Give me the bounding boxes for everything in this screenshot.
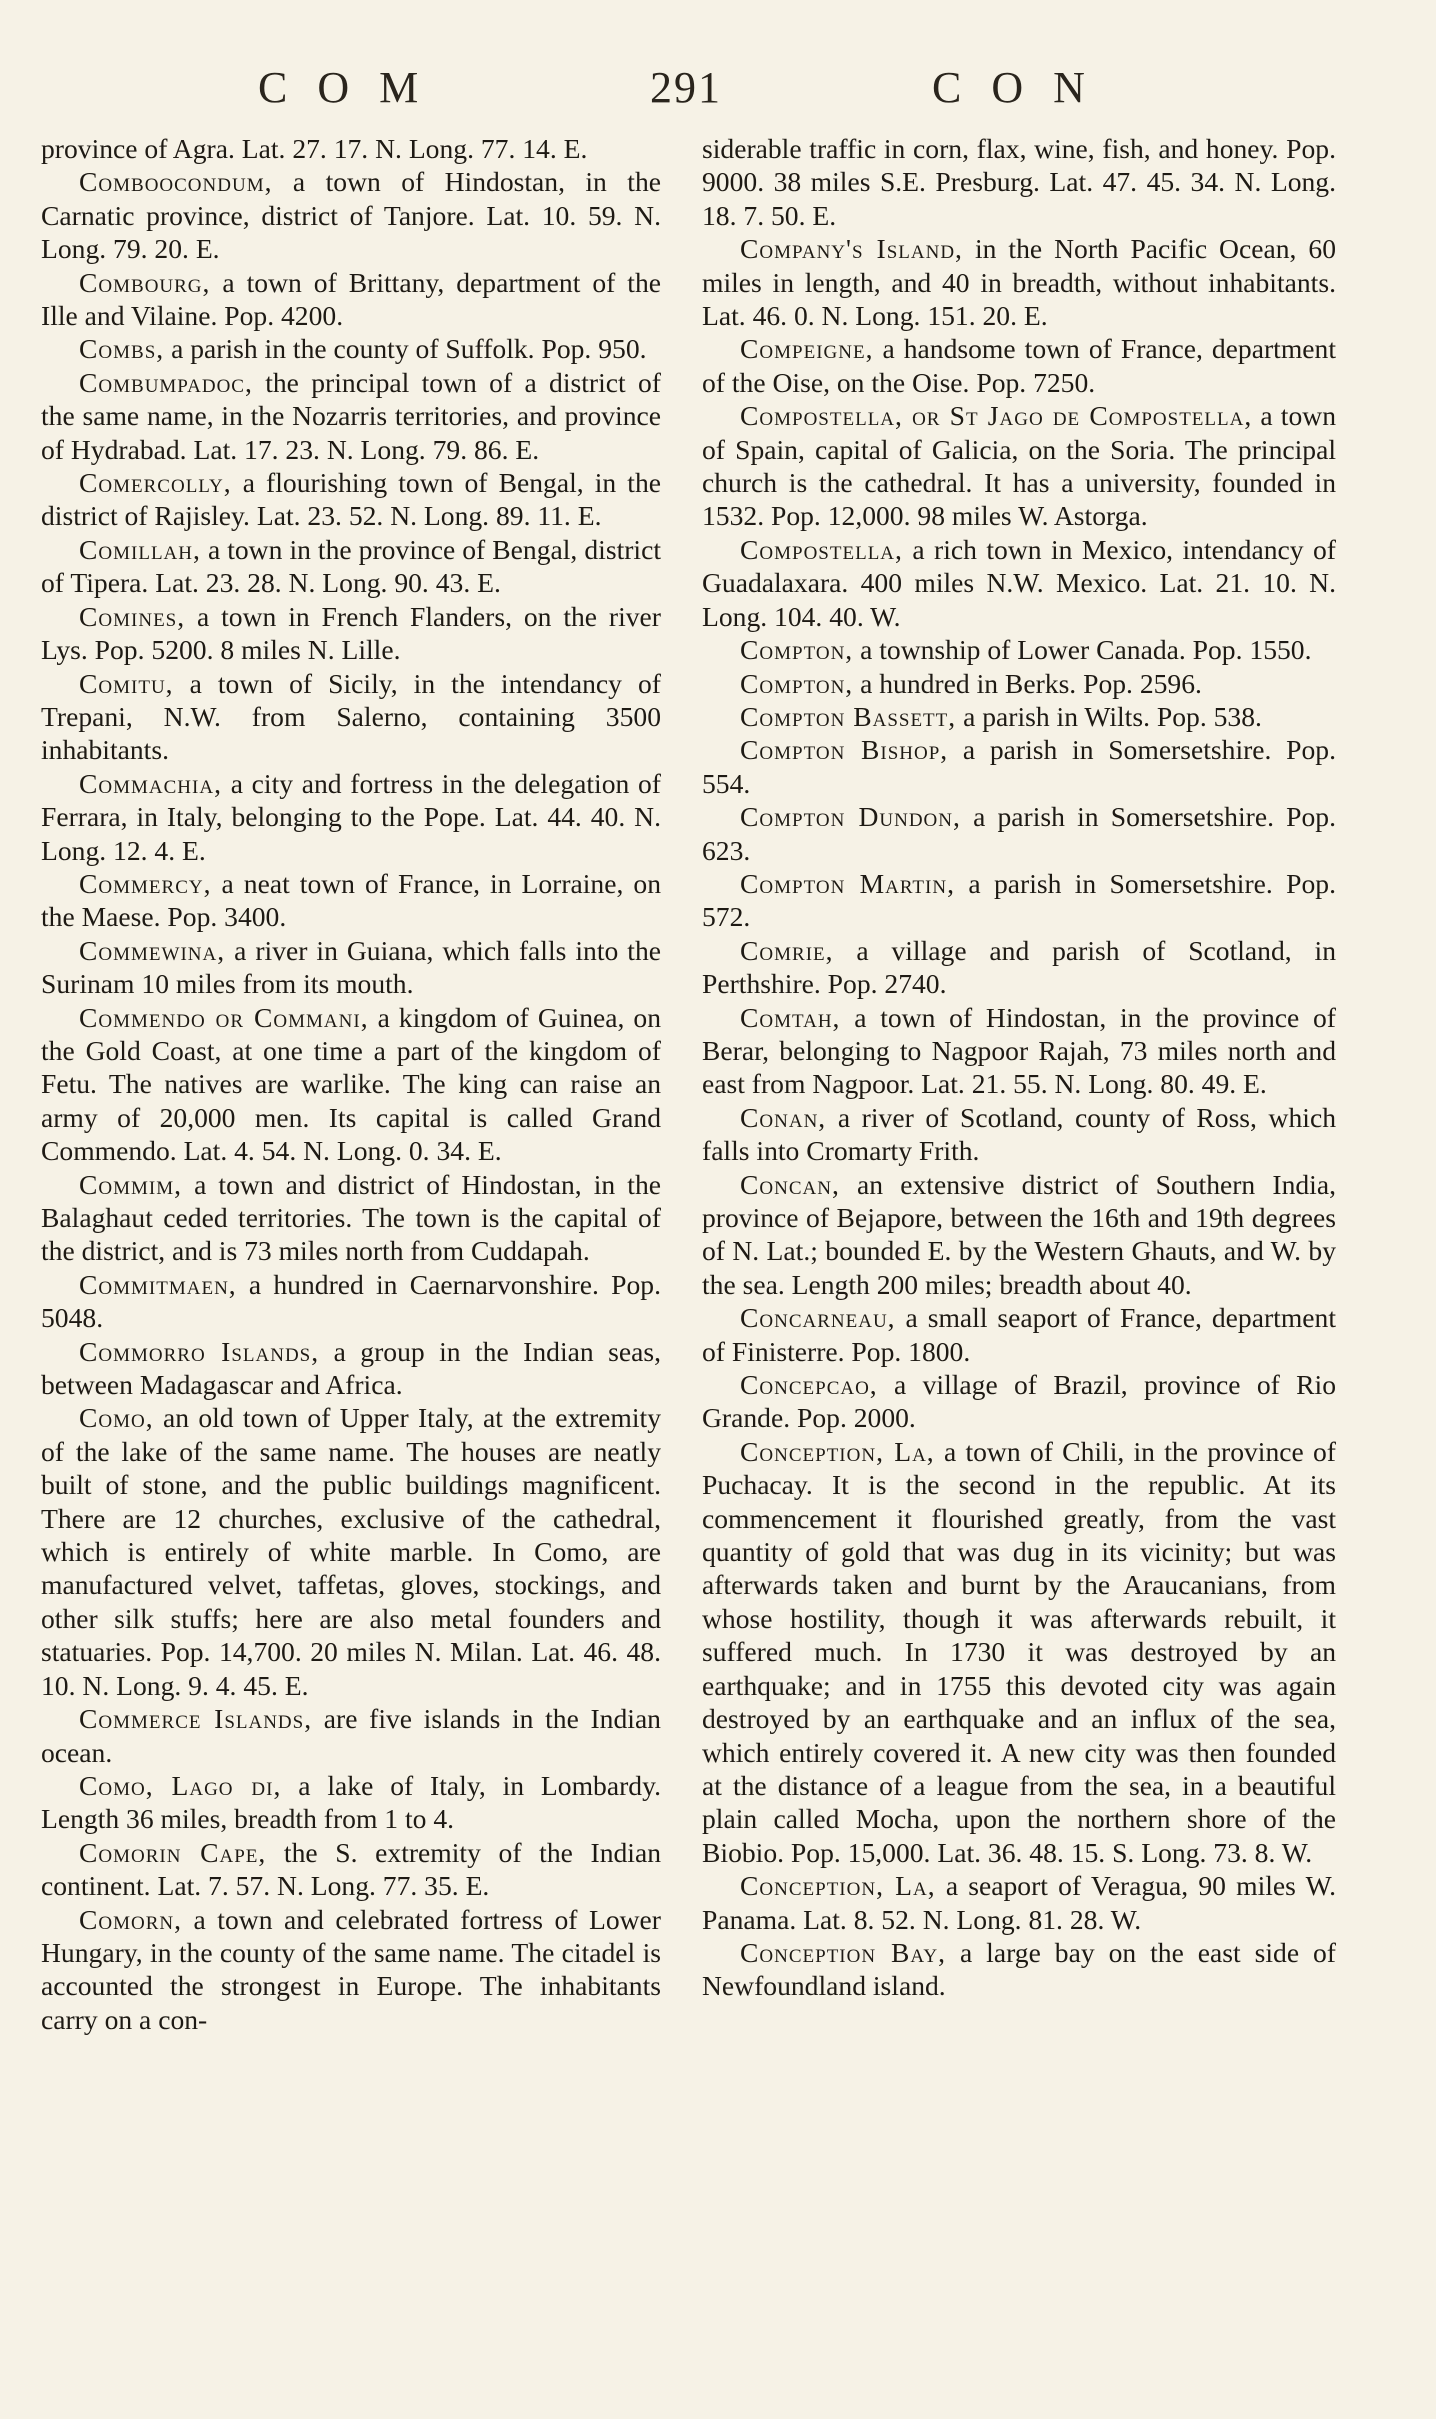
entry-headword: Compton Bishop, [740, 734, 949, 766]
entry-text: a parish in Somersetshire. Pop. 554. [702, 734, 1336, 799]
entry-headword: Conan, [740, 1101, 827, 1133]
gazetteer-entry [702, 1001, 1336, 1101]
entry-text: a town of Hindostan, in the Carnatic province, district of Tanjore. Lat. 10. 59. N. Long. 79. 20. E. [41, 166, 661, 265]
entry-headword: Conception, La, [740, 1435, 935, 1467]
entry-text: a town in French Flanders, on the river Lys. Pop. 5200. 8 miles N. Lille. [41, 600, 661, 666]
header-right-guideword: CON [932, 63, 1115, 112]
entry-headword: Comines, [79, 600, 186, 632]
entry-headword: Compostella, or St Jago de Compostella, [740, 400, 1253, 432]
gazetteer-entry [702, 733, 1336, 800]
gazetteer-entry [41, 466, 661, 533]
gazetteer-entry [41, 332, 661, 365]
entry-headword: Combs, [79, 333, 165, 365]
gazetteer-entry [41, 1335, 661, 1402]
entry-headword: Commorro Islands, [79, 1335, 320, 1367]
entry-headword: Combourg, [79, 266, 211, 298]
entry-text: a town of Chili, in the province of Puchacay. It is the second in the republic. At its commencement it flourished greatly, from the vast quantity of gold that was dug in its vicinity; but was afterwards taken and burnt by the Araucanians, from whose hostility, though it was afterwards rebuilt, it suffered much. In 1730 it was destroyed by an earthquake; and in 1755 this devoted city was again destroyed by an earthquake and an influx of the sea, which entirely covered it. A new city was then founded at the distance of a league from the sea, in a beautiful plain called Mocha, upon the northern shore of the Biobio. Pop. 15,000. Lat. 36. 48. 15. S. Long. 73. 8. W. [702, 1435, 1336, 1868]
entry-text: a seaport of Veragua, 90 miles W. Panama. Lat. 8. 52. N. Long. 81. 28. W. [702, 1870, 1336, 1935]
entry-text: in the North Pacific Ocean, 60 miles in length, and 40 in breadth, without inhabitants. Lat. 46. 0. N. Long. 151. 20. E. [702, 233, 1337, 332]
gazetteer-entry [41, 1769, 661, 1836]
entry-headword: Comorn, [79, 1903, 183, 1935]
gazetteer-entry [41, 1702, 661, 1769]
gazetteer-entry [41, 1268, 661, 1335]
entry-headword: Concepcao, [740, 1369, 878, 1401]
page-number: 291 [650, 63, 722, 112]
gazetteer-entry [41, 266, 661, 333]
entry-text: a handsome town of France, department of the Oise, on the Oise. Pop. 7250. [702, 333, 1336, 398]
gazetteer-entry [41, 533, 661, 600]
entry-text: a hundred in Berks. Pop. 2596. [853, 667, 1202, 699]
left-column [41, 132, 661, 2036]
entry-headword: Compton Bassett, [740, 700, 957, 732]
gazetteer-entry [41, 1903, 661, 2037]
entry-headword: Compton, [740, 667, 854, 699]
entry-text: a rich town in Mexico, intendancy of Guadalaxara. 400 miles N.W. Mexico. Lat. 21. 10. N. Long. 104. 40. W. [702, 533, 1336, 632]
entry-text: a flourishing town of Bengal, in the district of Rajisley. Lat. 23. 52. N. Long. 89. 11. E. [41, 467, 661, 532]
entry-headword: Como, Lago di, [79, 1769, 282, 1801]
gazetteer-entry [41, 1168, 661, 1268]
gazetteer-entry [702, 633, 1336, 666]
entry-text: a river in Guiana, which falls into the Surinam 10 miles from its mouth. [41, 934, 661, 1000]
entry-headword: Commercy, [79, 867, 212, 899]
entry-text: siderable traffic in corn, flax, wine, fish, and honey. Pop. 9000. 38 miles S.E. Presburg. Lat. 47. 45. 34. N. Long. 18. 7. 50. E. [702, 133, 1336, 231]
gazetteer-entry [41, 1001, 661, 1168]
entry-text: a small seaport of France, department of Finisterre. Pop. 1800. [702, 1302, 1336, 1367]
gazetteer-entry [41, 934, 661, 1001]
entry-text: a city and fortress in the delegation of Ferrara, in Italy, belonging to the Pope. Lat. 44. 40. N. Long. 12. 4. E. [41, 767, 661, 866]
entry-text: are five islands in the Indian ocean. [41, 1703, 661, 1768]
entry-text: a town of Spain, capital of Galicia, on the Soria. The principal church is the cathedral. It has a university, founded in 1532. Pop. 12,000. 98 miles W. Astorga. [702, 400, 1336, 532]
entry-text: a neat town of France, in Lorraine, on the Maese. Pop. 3400. [41, 867, 661, 933]
gazetteer-entry [41, 165, 661, 265]
entry-headword: Conception Bay, [740, 1936, 947, 1968]
entry-headword: Comercolly, [79, 467, 232, 499]
entry-headword: Commerce Islands, [79, 1703, 313, 1735]
entry-headword: Comillah, [79, 533, 201, 565]
gazetteer-entry [702, 700, 1336, 733]
gazetteer-entry [702, 132, 1336, 232]
entry-text: a hundred in Caernarvonshire. Pop. 5048. [41, 1268, 661, 1334]
header-left-guideword: COM [258, 63, 449, 112]
entry-headword: Commewina, [79, 934, 226, 966]
gazetteer-entry [702, 1168, 1336, 1302]
entry-text: a parish in Somersetshire. Pop. 623. [702, 801, 1336, 866]
gazetteer-entry [702, 1101, 1336, 1168]
gazetteer-entry [702, 232, 1336, 332]
entry-text: the principal town of a district of the same name, in the Nozarris territories, and province of Hydrabad. Lat. 17. 23. N. Long. 79. 86. E. [41, 366, 661, 465]
entry-text: a town of Hindostan, in the province of Berar, belonging to Nagpoor Rajah, 73 miles north and east from Nagpoor. Lat. 21. 55. N. Long. 80. 49. E. [702, 1001, 1336, 1100]
entry-text: a town and celebrated fortress of Lower Hungary, in the county of the same name. The citadel is accounted the strongest in Europe. The inhabitants carry on a con- [41, 1903, 661, 2035]
entry-text: a town of Brittany, department of the Ille and Vilaine. Pop. 4200. [41, 266, 661, 332]
gazetteer-entry [702, 1435, 1336, 1869]
gazetteer-entry [41, 1401, 661, 1702]
entry-text: an extensive district of Southern India, province of Bejapore, between the 16th and 19th degrees of N. Lat.; bounded E. by the Western Ghauts, and W. by the sea. Length 200 miles; breadth about 40. [702, 1168, 1336, 1300]
entry-headword: Comitu, [79, 667, 174, 699]
entry-text: a river of Scotland, county of Ross, which falls into Cromarty Frith. [702, 1101, 1336, 1167]
entry-headword: Compton Martin, [740, 867, 955, 899]
gazetteer-entry [702, 934, 1336, 1001]
gazetteer-entry [702, 332, 1336, 399]
entry-text: a town of Sicily, in the intendancy of Trepani, N.W. from Salerno, containing 3500 inhabitants. [41, 667, 661, 766]
gazetteer-entry [702, 1869, 1336, 1936]
gazetteer-entry [702, 1368, 1336, 1435]
entry-headword: Compton, [740, 634, 854, 666]
entry-headword: Comboocondum, [79, 166, 273, 198]
entry-headword: Compton Dundon, [740, 801, 961, 833]
gazetteer-entry [702, 1301, 1336, 1368]
entry-headword: Combumpadoc, [79, 366, 253, 398]
right-column [702, 132, 1336, 2003]
entry-text: an old town of Upper Italy, at the extremity of the lake of the same name. The houses are neatly built of stone, and the public buildings magnificent. There are 12 churches, exclusive of the cathedral, which is entirely of white marble. In Como, are manufactured velvet, taffetas, gloves, stockings, and other silk stuffs; here are also metal founders and statuaries. Pop. 14,700. 20 miles N. Milan. Lat. 46. 48. 10. N. Long. 9. 4. 45. E. [41, 1402, 661, 1701]
gazetteer-entry [41, 1836, 661, 1903]
entry-text: a village of Brazil, province of Rio Grande. Pop. 2000. [702, 1369, 1336, 1434]
entry-text: the S. extremity of the Indian continent. Lat. 7. 57. N. Long. 77. 35. E. [41, 1836, 661, 1902]
entry-headword: Commitmaen, [79, 1268, 237, 1300]
entry-headword: Conception, La, [740, 1870, 936, 1902]
entry-headword: Company's Island, [740, 233, 963, 265]
entry-headword: Compeigne, [740, 333, 874, 365]
entry-headword: Concan, [740, 1168, 840, 1200]
entry-text: a town and district of Hindostan, in the Balaghaut ceded territories. The town is the capital of the district, and is 73 miles north from Cuddapah. [41, 1168, 661, 1267]
gazetteer-entry [41, 667, 661, 767]
entry-text: a town in the province of Bengal, district of Tipera. Lat. 23. 28. N. Long. 90. 43. E. [41, 533, 661, 599]
entry-headword: Compostella, [740, 533, 903, 565]
entry-headword: Concarneau, [740, 1302, 896, 1334]
entry-text: a group in the Indian seas, between Madagascar and Africa. [41, 1335, 661, 1401]
entry-headword: Commendo or Commani, [79, 1001, 369, 1033]
entry-text: a township of Lower Canada. Pop. 1550. [853, 634, 1312, 666]
gazetteer-entry [41, 767, 661, 867]
entry-headword: Comrie, [740, 934, 834, 966]
gazetteer-entry [41, 867, 661, 934]
entry-text: a parish in the county of Suffolk. Pop. 950. [164, 333, 647, 365]
entry-text: a lake of Italy, in Lombardy. Length 36 miles, breadth from 1 to 4. [41, 1769, 661, 1835]
gazetteer-entry [702, 1936, 1336, 2003]
gazetteer-entry [702, 667, 1336, 700]
entry-text: a parish in Somersetshire. Pop. 572. [702, 867, 1336, 933]
entry-text: a parish in Wilts. Pop. 538. [956, 700, 1262, 732]
gazetteer-entry [41, 132, 661, 165]
entry-headword: Commim, [79, 1168, 183, 1200]
entry-headword: Como, [79, 1402, 154, 1434]
gazetteer-entry [702, 867, 1336, 934]
entry-headword: Comtah, [740, 1001, 841, 1033]
entry-text: a village and parish of Scotland, in Perthshire. Pop. 2740. [702, 934, 1336, 1000]
running-header [0, 62, 1436, 122]
entry-headword: Comorin Cape, [79, 1836, 267, 1868]
gazetteer-entry [702, 800, 1336, 867]
gazetteer-entry [41, 600, 661, 667]
entry-headword: Commachia, [79, 767, 222, 799]
gazetteer-entry [702, 399, 1336, 533]
gazetteer-entry [41, 366, 661, 466]
gazetteer-entry [702, 533, 1336, 633]
entry-text: province of Agra. Lat. 27. 17. N. Long. 77. 14. E. [41, 133, 588, 164]
entry-text: a large bay on the east side of Newfoundland island. [702, 1936, 1336, 2002]
entry-text: a kingdom of Guinea, on the Gold Coast, at one time a part of the kingdom of Fetu. The natives are warlike. The king can raise an army of 20,000 men. Its capital is called Grand Commendo. Lat. 4. 54. N. Long. 0. 34. E. [41, 1001, 661, 1167]
